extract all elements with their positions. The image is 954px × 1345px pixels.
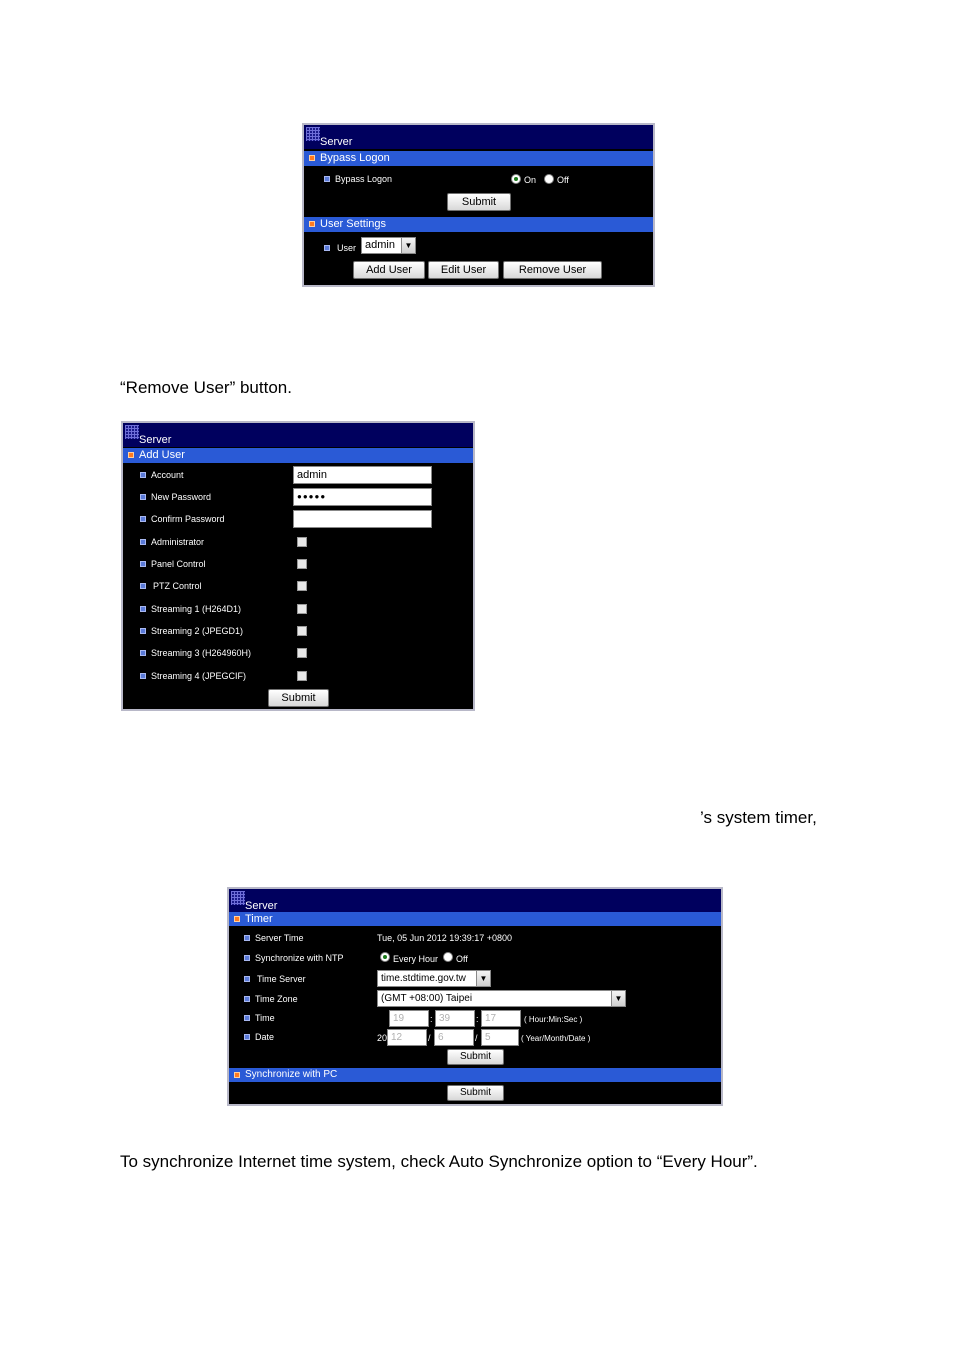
- add-user-panel: [121, 421, 475, 711]
- second-input[interactable]: 17: [481, 1010, 521, 1027]
- section-timer: [229, 912, 721, 926]
- time-label: Time: [255, 1013, 275, 1023]
- bullet-icon: [244, 1034, 250, 1040]
- panel-title: Server: [320, 136, 353, 148]
- date-separator: /: [428, 1033, 431, 1043]
- bypass-logon-panel: [302, 123, 655, 287]
- time-server-label: Time Server: [257, 974, 306, 984]
- time-hint: ( Hour:Min:Sec ): [524, 1015, 583, 1024]
- section-sync-with-pc: [229, 1068, 721, 1082]
- bullet-icon: [140, 673, 146, 679]
- section-title: Bypass Logon: [320, 152, 390, 164]
- new-password-input[interactable]: ●●●●●: [293, 488, 432, 506]
- panel-control-checkbox[interactable]: [297, 559, 307, 569]
- panel-title-bar: [123, 423, 473, 447]
- time-zone-value: (GMT +08:00) Taipei: [381, 993, 473, 1004]
- day-input[interactable]: 5: [481, 1029, 519, 1046]
- caption-remove-user: “Remove User” button.: [120, 378, 292, 397]
- add-user-button[interactable]: Add User: [353, 261, 425, 279]
- bullet-icon: [324, 176, 330, 182]
- bullet-icon: [244, 935, 250, 941]
- section-bypass-logon: [304, 151, 653, 166]
- bullet-icon: [140, 561, 146, 567]
- time-server-value: time.stdtime.gov.tw: [381, 973, 466, 984]
- bullet-icon: [140, 628, 146, 634]
- time-separator: :: [430, 1014, 433, 1024]
- section-title: User Settings: [320, 218, 387, 230]
- section-add-user: [123, 448, 473, 463]
- panel-title-bar: [229, 889, 721, 913]
- section-square-icon: [128, 452, 134, 458]
- user-select[interactable]: [361, 237, 416, 254]
- bullet-icon: [140, 606, 146, 612]
- server-time-label: Server Time: [255, 933, 304, 943]
- chevron-down-icon: ▼: [611, 991, 625, 1006]
- bypass-on-label: On: [524, 175, 537, 185]
- ntp-off-label: Off: [456, 954, 468, 964]
- every-hour-label: Every Hour: [393, 954, 439, 964]
- streaming4-label: Streaming 4 (JPEGCIF): [151, 671, 247, 681]
- streaming2-label: Streaming 2 (JPEGD1): [151, 626, 244, 636]
- panel-title-bar: [304, 125, 653, 149]
- chevron-down-icon: ▼: [476, 971, 490, 986]
- streaming1-label: Streaming 1 (H264D1): [151, 604, 242, 614]
- edit-user-button[interactable]: Edit User: [428, 261, 499, 279]
- bullet-icon: [140, 650, 146, 656]
- server-time-value: Tue, 05 Jun 2012 19:39:17 +0800: [377, 933, 513, 943]
- bullet-icon: [244, 996, 250, 1002]
- bypass-logon-label: Bypass Logon: [335, 174, 393, 184]
- chevron-down-icon: ▼: [401, 238, 415, 253]
- section-square-icon: [309, 221, 315, 227]
- grid-icon: [231, 891, 245, 905]
- account-label: Account: [151, 470, 184, 480]
- bullet-icon: [244, 976, 250, 982]
- panel-title: Server: [139, 434, 172, 446]
- bypass-on-radio[interactable]: [511, 174, 521, 184]
- streaming1-checkbox[interactable]: [297, 604, 307, 614]
- bullet-icon: [140, 539, 146, 545]
- timer-panel: [227, 887, 723, 1106]
- section-user-settings: [304, 217, 653, 232]
- bullet-icon: [140, 516, 146, 522]
- date-separator: /: [475, 1033, 478, 1043]
- bullet-icon: [140, 583, 146, 589]
- date-label: Date: [255, 1032, 275, 1042]
- year-input[interactable]: 12: [387, 1029, 427, 1046]
- administrator-label: Administrator: [151, 537, 205, 547]
- bullet-icon: [244, 1015, 250, 1021]
- time-zone-select[interactable]: [377, 990, 626, 1007]
- time-zone-label: Time Zone: [255, 994, 298, 1004]
- minute-input[interactable]: 39: [435, 1010, 475, 1027]
- section-square-icon: [309, 155, 315, 161]
- panel-control-label: Panel Control: [151, 559, 206, 569]
- ntp-off-radio[interactable]: [443, 952, 453, 962]
- time-server-select[interactable]: [377, 970, 491, 987]
- bypass-off-label: Off: [557, 175, 569, 185]
- time-separator: :: [476, 1014, 479, 1024]
- caption-sync-instruction: To synchronize Internet time system, check Auto Synchronize option to “Every Hour”.: [120, 1152, 758, 1171]
- ptz-control-label: PTZ Control: [153, 581, 202, 591]
- section-title: Timer: [245, 913, 273, 925]
- section-title: Synchronize with PC: [245, 1069, 338, 1080]
- bypass-submit-button[interactable]: Submit: [447, 193, 511, 211]
- remove-user-button[interactable]: Remove User: [503, 261, 602, 279]
- date-hint: ( Year/Month/Date ): [521, 1034, 591, 1043]
- confirm-password-label: Confirm Password: [151, 514, 225, 524]
- bullet-icon: [140, 494, 146, 500]
- section-square-icon: [234, 916, 240, 922]
- new-password-label: New Password: [151, 492, 212, 502]
- account-input[interactable]: admin: [293, 466, 432, 484]
- panel-title: Server: [245, 900, 278, 912]
- administrator-checkbox[interactable]: [297, 537, 307, 547]
- user-label: User: [337, 243, 357, 253]
- grid-icon: [125, 425, 139, 439]
- bullet-icon: [140, 472, 146, 478]
- caption-system-timer: ’s system timer,: [700, 808, 817, 827]
- sync-pc-submit-button[interactable]: Submit: [447, 1085, 504, 1101]
- user-select-value: admin: [365, 239, 395, 251]
- streaming3-checkbox[interactable]: [297, 648, 307, 658]
- month-input[interactable]: 6: [434, 1029, 474, 1046]
- streaming4-checkbox[interactable]: [297, 671, 307, 681]
- sync-ntp-label: Synchronize with NTP: [255, 953, 344, 963]
- confirm-password-input[interactable]: [293, 510, 432, 528]
- streaming3-label: Streaming 3 (H264960H): [151, 648, 252, 658]
- section-title: Add User: [139, 449, 185, 461]
- bypass-off-radio[interactable]: [544, 174, 554, 184]
- add-user-submit-button[interactable]: Submit: [268, 689, 329, 707]
- section-square-icon: [234, 1072, 240, 1078]
- bullet-icon: [244, 955, 250, 961]
- streaming2-checkbox[interactable]: [297, 626, 307, 636]
- year-prefix: 20: [377, 1033, 388, 1043]
- ptz-control-checkbox[interactable]: [297, 581, 307, 591]
- grid-icon: [306, 127, 320, 141]
- every-hour-radio[interactable]: [380, 952, 390, 962]
- timer-submit-button[interactable]: Submit: [447, 1049, 504, 1065]
- bullet-icon: [324, 245, 330, 251]
- hour-input[interactable]: 19: [389, 1010, 429, 1027]
